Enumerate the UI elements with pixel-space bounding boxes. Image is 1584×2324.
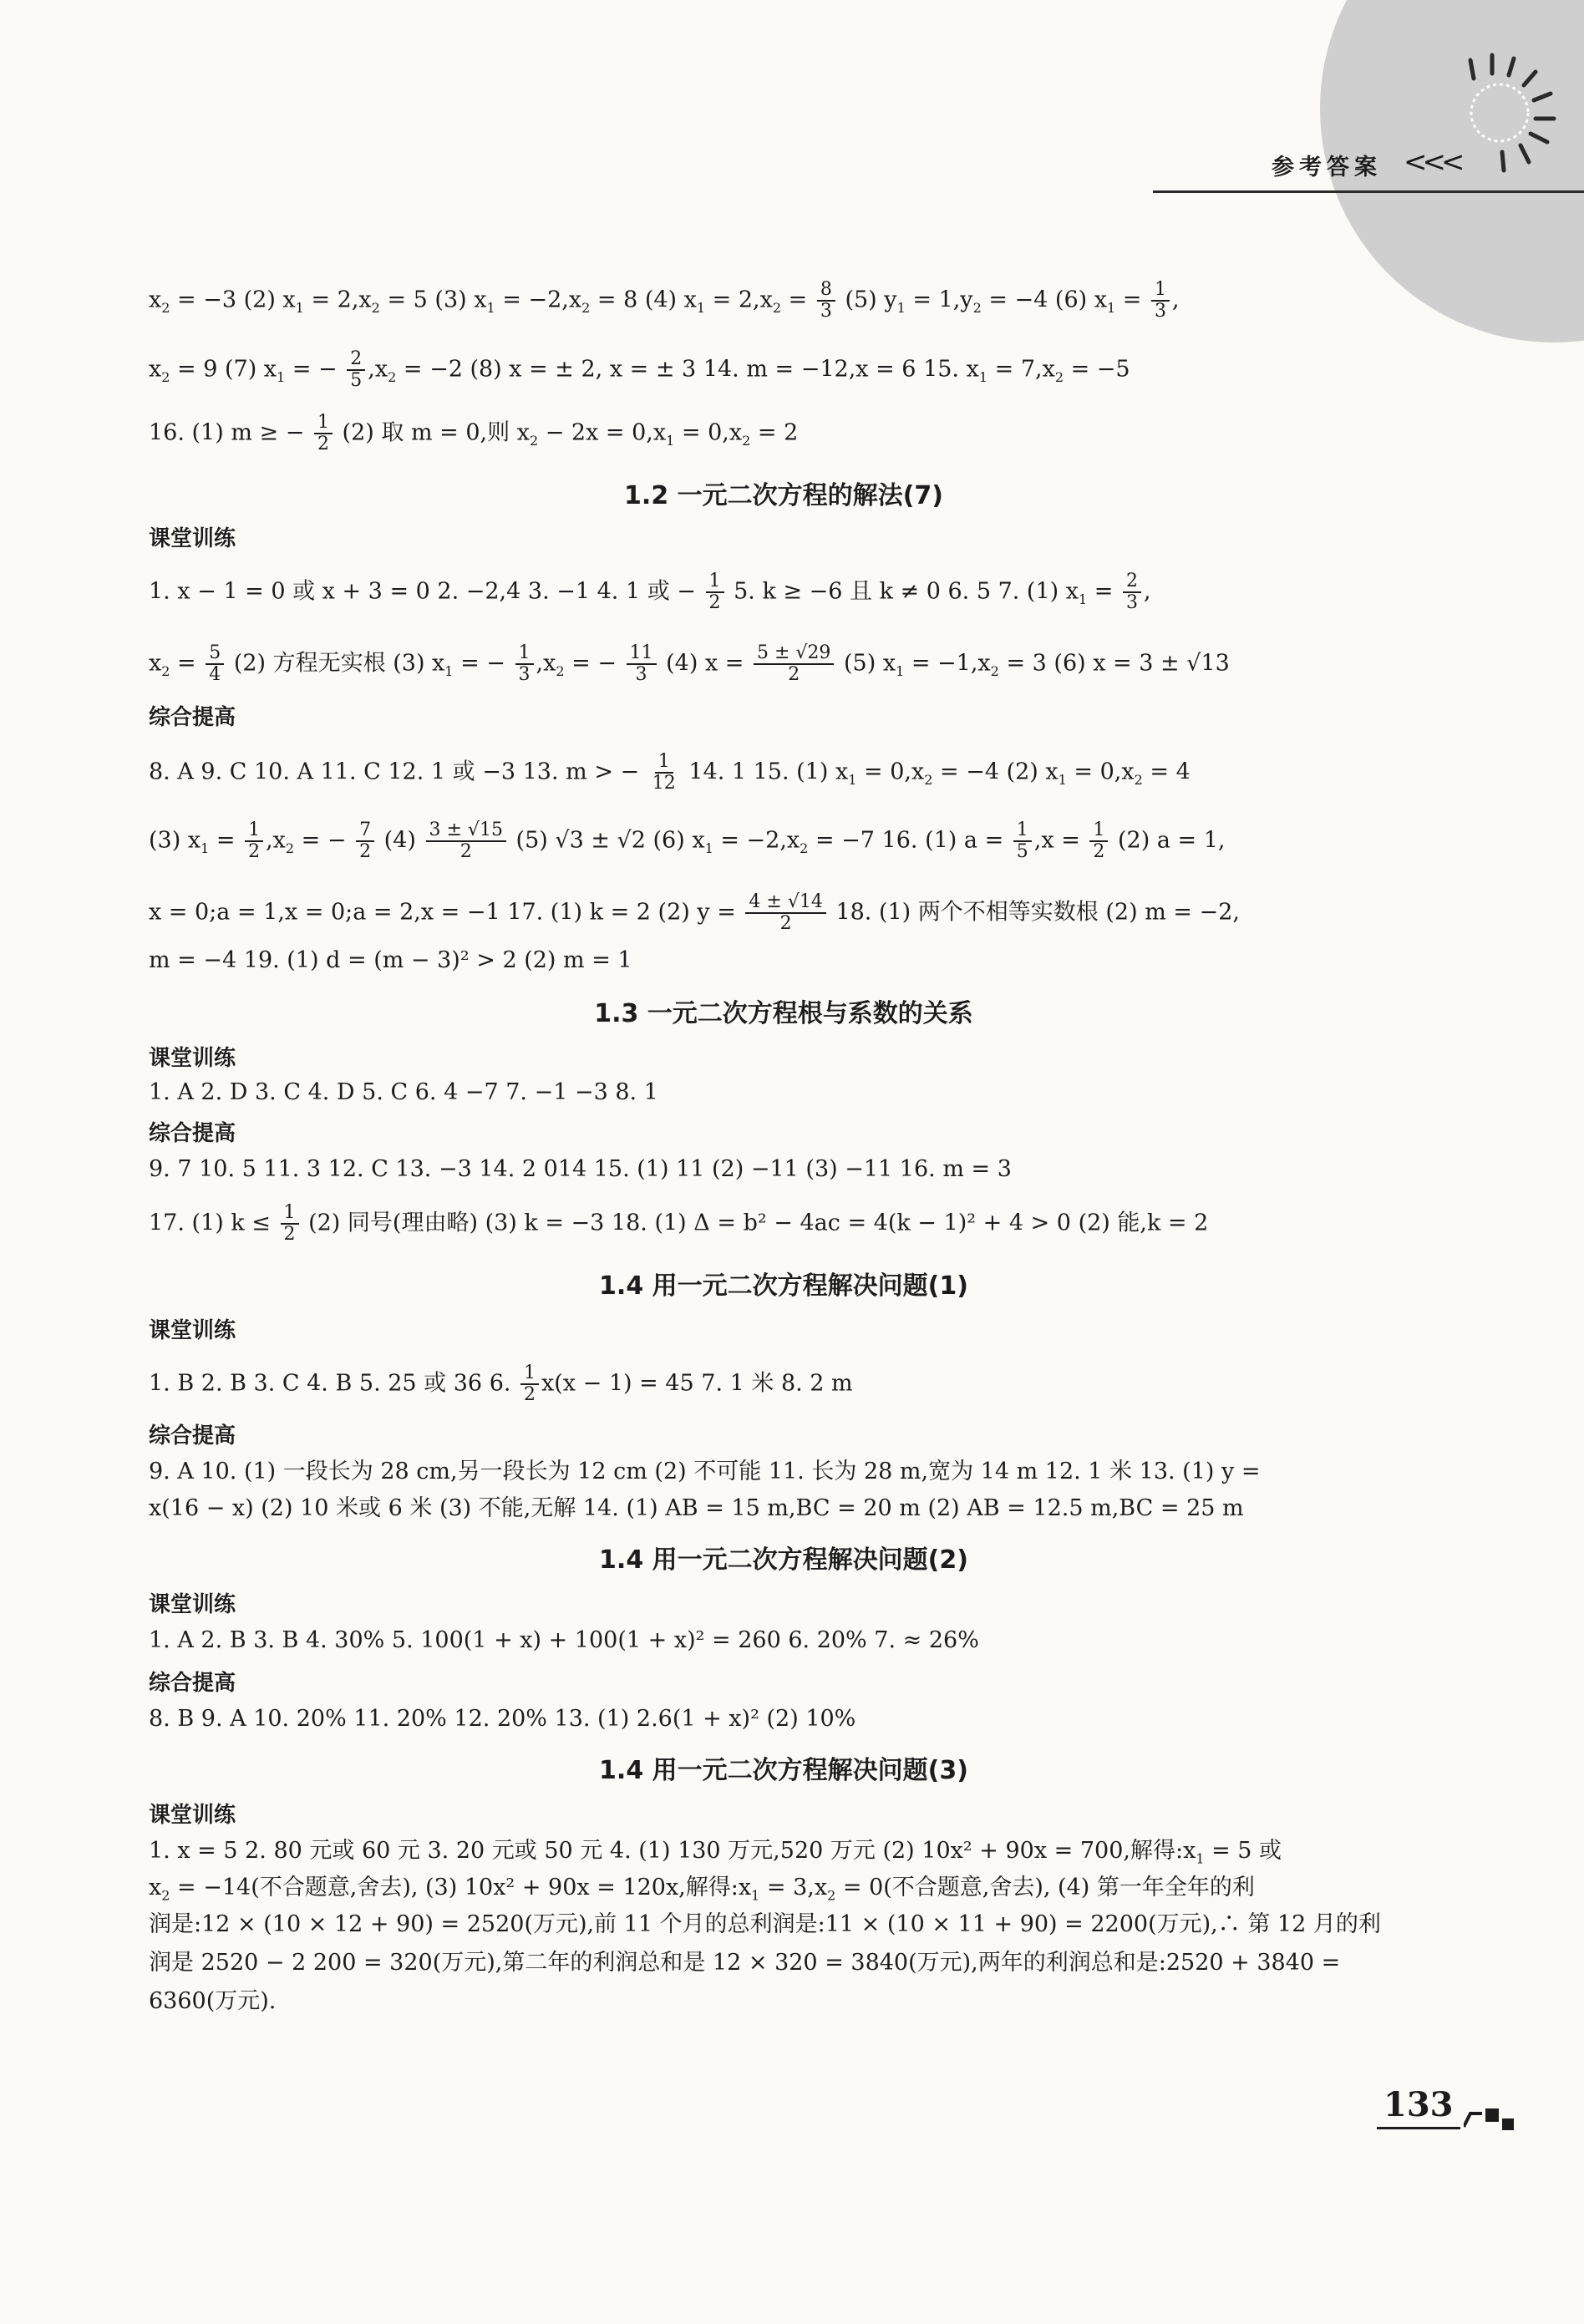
subsection-label: 课堂训练: [149, 526, 236, 551]
fraction: $\frac{1}{3}$: [1151, 280, 1170, 322]
fraction: $\frac{1}{5}$: [1013, 820, 1032, 862]
subsection-label: 综合提高: [149, 705, 236, 730]
fraction: $\frac{1}{2}$: [281, 1203, 299, 1245]
answer-line: 8. A 9. C 10. A 11. C 12. 1 或 −3 13. m > − $\frac{1}{12}$ 14. 1 15. (1) $x_1 = 0,x_2 = -4$ (2) $x_1 = 0,x_2 = 4$: [149, 751, 1191, 794]
answer-line: 9. A 10. (1) 一段长为 28 cm,另一段长为 12 cm (2) 不可能 11. 长为 28 m,宽为 14 m 12. 1 米 13. (1) y =: [149, 1459, 1261, 1484]
answer-line: x = 0;a = 1,x = 0;a = 2,x = −1 17. (1) k = 2 (2) y = $\frac{4 \pm √14}{2}$ 18. (1) 两个不相等实数根 (2) m = −2,: [149, 891, 1240, 934]
chevrons-icon: <<<: [1404, 145, 1460, 179]
footer-rule: [1377, 2127, 1460, 2129]
fraction: $\frac{4 \pm √14}{2}$: [745, 892, 825, 934]
fraction: $\frac{5}{4}$: [206, 643, 224, 685]
fraction: $\frac{11}{3}$: [627, 643, 657, 685]
fraction: $\frac{8}{3}$: [817, 280, 835, 322]
answer-line: 润是:12 × (10 × 12 + 90) = 2520(万元),前 11 个月的总利润是:11 × (10 × 11 + 90) = 2200(万元),∴ 第 12 月的利: [149, 1911, 1381, 1937]
fraction: $\frac{2}{5}$: [347, 349, 365, 391]
section-title: 1.2 一元二次方程的解法(7): [624, 481, 943, 510]
subsection-label: 课堂训练: [149, 1592, 236, 1617]
fraction: $\frac{1}{12}$: [652, 751, 676, 794]
subsection-label: 综合提高: [149, 1423, 236, 1449]
section-title: 1.3 一元二次方程根与系数的关系: [594, 999, 973, 1028]
answer-line: $x_2 = -3$ (2) $x_1 = 2,x_2 = 5$ (3) $x_1 = -2,x_2 = 8$ (4) $x_1 = 2,x_2$ = $\frac{8}{3}$ (5) $y_1 = 1,y_2 = -4$ (6) $x_1$ = $\frac{1}{3}$ ,: [149, 279, 1180, 322]
answer-line: 1. B 2. B 3. C 4. B 5. 25 或 36 6. $\frac{1}{2}$ x(x − 1) = 45 7. 1 米 8. 2 m: [149, 1362, 853, 1405]
subsection-label: 综合提高: [149, 1121, 236, 1146]
section-title: 1.4 用一元二次方程解决问题(2): [599, 1545, 968, 1575]
footer-steps-icon: [1464, 2083, 1522, 2134]
answer-line: 1. x = 5 2. 80 元或 60 元 3. 20 元或 50 元 4. (1) 130 万元,520 万元 (2) 10x² + 90x = 700,解得$:x_1 = 5$ 或: [149, 1838, 1282, 1867]
header-label: 参考答案: [1272, 155, 1382, 180]
fraction: $\frac{1}{2}$: [245, 820, 263, 862]
section-title: 1.4 用一元二次方程解决问题(1): [599, 1271, 968, 1301]
answer-line: 9. 7 10. 5 11. 3 12. C 13. −3 14. 2 014 15. (1) 11 (2) −11 (3) −11 16. m = 3: [149, 1156, 1012, 1182]
fraction: $\frac{1}{2}$: [314, 413, 333, 454]
subsection-label: 课堂训练: [149, 1318, 236, 1343]
fraction: $\frac{1}{2}$: [520, 1363, 539, 1405]
answer-line: 8. B 9. A 10. 20% 11. 20% 12. 20% 13. (1) 2.6(1 + x)² (2) 10%: [149, 1706, 856, 1732]
page-number: 133: [1383, 2085, 1454, 2124]
answer-line: 16. (1) m ≥ − $\frac{1}{2}$ (2) 取 m = 0,则 $x_2 - 2x = 0,x_1 = 0,x_2 = 2$: [149, 412, 799, 454]
answer-line: 6360(万元).: [149, 1988, 277, 2014]
answer-line: m = −4 19. (1) d = (m − 3)² > 2 (2) m = 1: [149, 947, 632, 973]
answer-line: (3) $x_1$ = $\frac{1}{2}$ $,x_2$ = − $\frac{7}{2}$ (4) $\frac{3 \pm √15}{2}$ (5) √3 ± √2 (6) $x_1 = -2,x_2 = -7$ 16. (1) a = $\frac{1}{5}$ ,x = $\frac{1}{2}$ (2) a = 1,: [149, 819, 1226, 862]
fraction: $\frac{1}{2}$: [1089, 820, 1108, 862]
answer-line: $x_2 = -14$(不合题意,舍去), (3) 10x² + 90x = 120x,解得$:x_1 = 3,x_2 = 0$(不合题意,舍去), (4) 第一年全年的利: [149, 1875, 1255, 1904]
section-title: 1.4 用一元二次方程解决问题(3): [599, 1756, 968, 1785]
answer-line: $x_2 = 9$ (7) $x_1$ = − $\frac{2}{5}$ $,x_2 = -2$ (8) x = ± 2, x = ± 3 14. m = −12,x = 6 15. $x_1 = 7,x_2 = -5$: [149, 348, 1130, 391]
answer-line: $x_2$ = $\frac{5}{4}$ (2) 方程无实根 (3) $x_1$ = − $\frac{1}{3}$ $,x_2$ = − $\frac{11}{3}$ (4) x = $\frac{5 \pm √29}{2}$ (5) $x_1 = -1,x_2 = 3$ (6) x = 3 ± √13: [149, 642, 1230, 685]
fraction: $\frac{7}{2}$: [356, 820, 374, 862]
fraction: $\frac{3 \pm √15}{2}$: [426, 820, 506, 862]
fraction: $\frac{2}{3}$: [1123, 571, 1141, 613]
fraction: $\frac{5 \pm √29}{2}$: [754, 643, 834, 685]
subsection-label: 综合提高: [149, 1671, 236, 1696]
fraction: $\frac{1}{2}$: [706, 571, 724, 613]
subsection-label: 课堂训练: [149, 1046, 236, 1071]
answer-line: x(16 − x) (2) 10 米或 6 米 (3) 不能,无解 14. (1) AB = 15 m,BC = 20 m (2) AB = 12.5 m,BC = 25 m: [149, 1495, 1244, 1521]
answer-line: 1. A 2. B 3. B 4. 30% 5. 100(1 + x) + 100(1 + x)² = 260 6. 20% 7. ≈ 26%: [149, 1627, 979, 1653]
answer-line: 1. A 2. D 3. C 4. D 5. C 6. 4 −7 7. −1 −3 8. 1: [149, 1079, 658, 1105]
answer-line: 润是 2520 − 2 200 = 320(万元),第二年的利润总和是 12 × 320 = 3840(万元),两年的利润总和是:2520 + 3840 =: [149, 1950, 1341, 1976]
fraction: $\frac{1}{3}$: [515, 643, 534, 685]
header-rule: [1153, 190, 1584, 193]
answer-line: 17. (1) k ≤ $\frac{1}{2}$ (2) 同号(理由略) (3) k = −3 18. (1) Δ = b² − 4ac = 4(k − 1)² + 4 > 0 (2) 能,k = 2: [149, 1202, 1209, 1245]
answer-line: 1. x − 1 = 0 或 x + 3 = 0 2. −2,4 3. −1 4. 1 或 − $\frac{1}{2}$ 5. k ≥ −6 且 k ≠ 0 6. 5 7. (1) $x_1$ = $\frac{2}{3}$ ,: [149, 571, 1151, 613]
subsection-label: 课堂训练: [149, 1803, 236, 1828]
